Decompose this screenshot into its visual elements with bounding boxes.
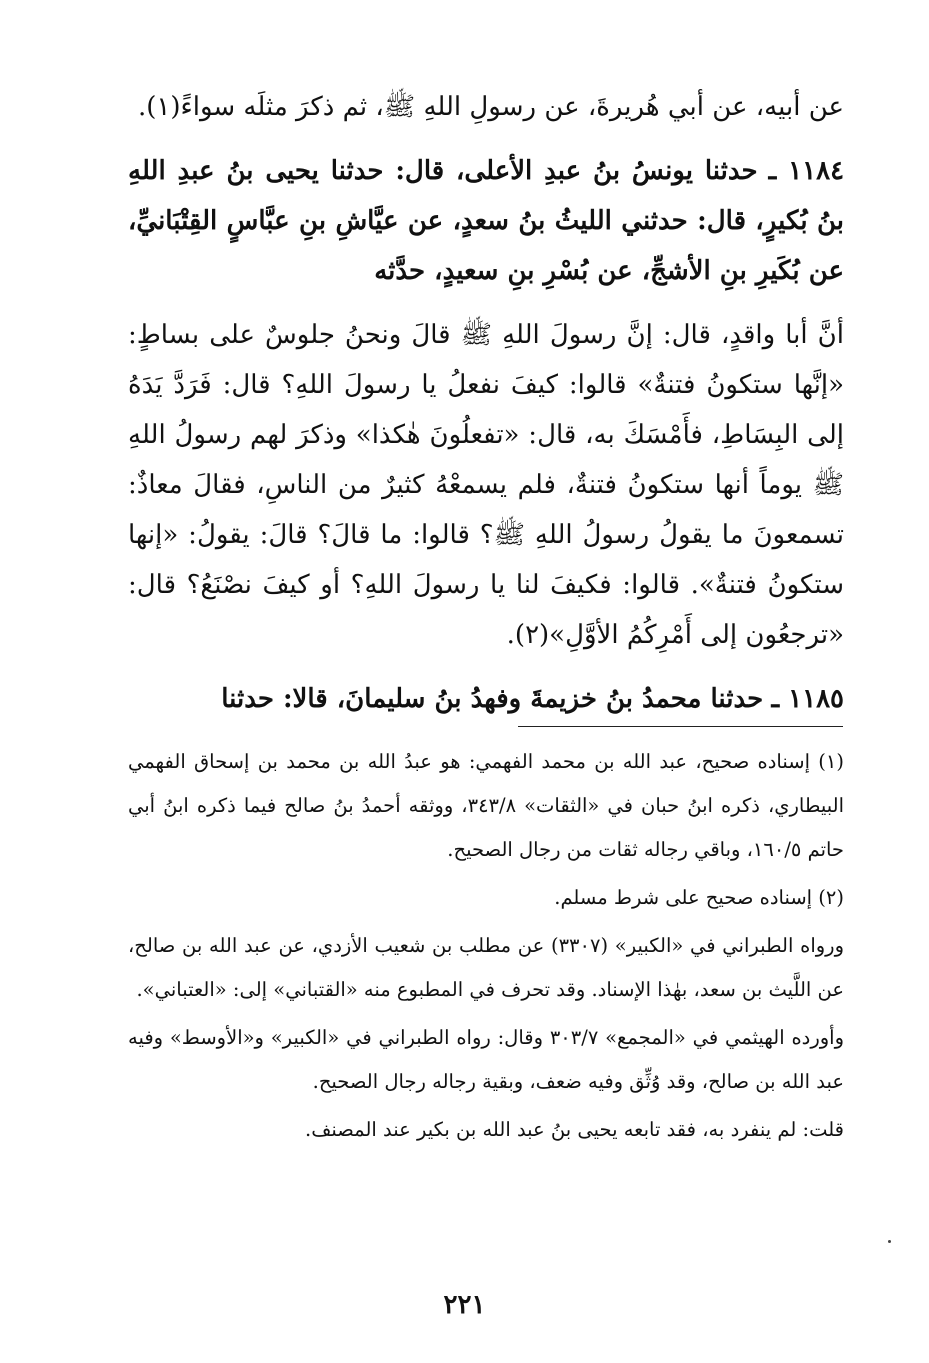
footnote-2-paragraph: وأورده الهيثمي في «المجمع» ٣٠٣/٧ وقال: رواه الطبراني في «الكبير» و«الأوسط» وفيه عبد الله بن صالح، وقد وُثِّق وفيه ضعف، وبقية رجاله رجال الصحيح.	[128, 1026, 845, 1093]
hadith-number: ١١٨٤ ـ	[768, 156, 845, 186]
isnad-text: حدثنا يونسُ بنُ عبدِ الأعلى، قال: حدثنا يحيى بنُ عبدِ اللهِ بنُ بُكيرٍ، قال: حدثني الليثُ بنُ سعدٍ، عن عيَّاشِ بنِ عبَّاسٍ القِتْبَانيِّ، عن بُكَيرِ بنِ الأشجِّ، عن بُسْرِ بنِ سعيدٍ، حدَّثه	[128, 156, 844, 286]
scan-speck	[888, 1240, 891, 1243]
hadith-1184-matn: أنَّ أبا واقدٍ، قال: إنَّ رسولَ اللهِ ﷺ قالَ ونحنُ جلوسٌ على بساطٍ: «إنَّها ستكونُ فتنةٌ» قالوا: كيفَ نفعلُ يا رسولَ اللهِ؟ قال: فَرَدَّ يَدَهُ إلى البِسَاطِ، فأَمْسَكَ به، قال: «تفعلُونَ هٰكذا» وذكرَ لهم رسولُ اللهِ ﷺ يوماً أنها ستكونُ فتنةٌ، فلم يسمعْهُ كثيرٌ من الناسِ، فقالَ معاذٌ: تسمعونَ ما يقولُ رسولُ اللهِ ﷺ؟ قالوا: ما قالَ؟ قالَ: يقولُ: «إنها ستكونُ فتنةٌ». قالوا: فكيفَ لنا يا رسولَ اللهِ؟ أو كيفَ نصْنَعُ؟ قال: «ترجعُون إلى أَمْرِكُمُ الأوَّلِ»(٢).	[128, 320, 844, 650]
footnote-2-paragraph: قلت: لم ينفرد به، فقد تابعه يحيى بنُ عبد الله بن بكير عند المصنف.	[305, 1118, 844, 1141]
page-number: ٢٢١	[443, 1290, 486, 1320]
main-text	[128, 82, 844, 738]
footnote-separator	[518, 726, 843, 727]
footnote-1: (١) إسناده صحيح، عبد الله بن محمد الفهمي: هو عبدُ الله بن محمد بن إسحاق الفهمي البيطاري، ذكره ابنُ حبان في «الثقات» ٣٤٣/٨، ووثقه أحمدُ بنُ صالح فيما ذكره ابنُ أبي حاتم ١٦٠/٥، وباقي رجاله ثقات من رجال الصحيح.	[128, 750, 844, 861]
footnotes	[128, 740, 844, 1156]
footnote-2-paragraph: ورواه الطبراني في «الكبير» (٣٣٠٧) عن مطلب بن شعيب الأزدي، عن عبد الله بن صالح، عن اللَّيث بن سعد، بهٰذا الإسناد. وقد تحرف في المطبوع منه «القتباني» إلى: «العتباني».	[128, 934, 844, 1001]
footnote-2: (٢) إسناده صحيح على شرط مسلم.	[554, 886, 844, 909]
hadith-number: ١١٨٥ ـ	[771, 684, 844, 714]
hadith-1185-isnad	[128, 674, 844, 724]
intro-paragraph: عن أبيه، عن أبي هُريرةَ، عن رسولِ اللهِ ﷺ، ثم ذكرَ مثلَه سواءً(١).	[137, 92, 844, 122]
hadith-1184-isnad	[128, 146, 844, 296]
isnad-text: حدثنا محمدُ بنُ خزيمةَ وفهدُ بنُ سليمانَ، قالا: حدثنا	[221, 684, 764, 714]
